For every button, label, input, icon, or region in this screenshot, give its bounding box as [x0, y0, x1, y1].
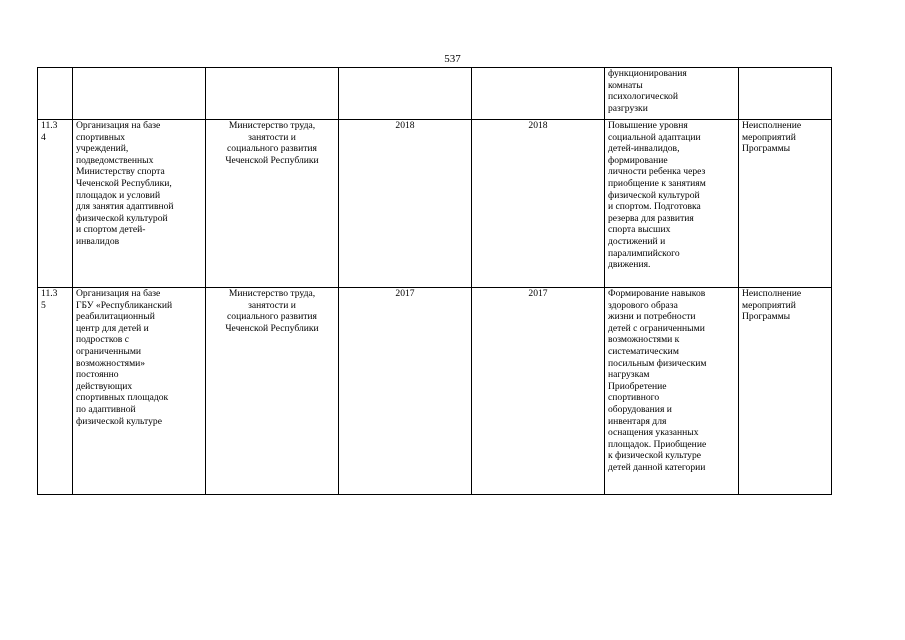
action-cell: Организация на базе ГБУ «Республиканский реабилитационный центр для детей и подростков с ограниченными возможностями» постоянно действующих спортивных площадок по адаптивной физической культуре: [73, 288, 206, 495]
table-row: [38, 120, 832, 288]
executor-cell: Министерство труда, занятости и социального развития Чеченской Республики: [206, 288, 339, 495]
consequence-cell: [739, 68, 832, 120]
row-number-cell: 11.3 5: [38, 288, 73, 495]
action-cell: [73, 68, 206, 120]
consequence-cell: Неисполнение мероприятий Программы: [739, 120, 832, 288]
row-number-cell: 11.3 4: [38, 120, 73, 288]
start-year-cell: 2018: [339, 120, 472, 288]
expected-result-cell: Формирование навыков здорового образа жизни и потребности детей с ограниченными возможностями к систематическим посильным физическим нагрузкам Приобретение спортивного оборудования и инвентаря для оснащения указанных площадок. Приобщение к физической культуре детей данной категории: [605, 288, 739, 495]
executor-cell: Министерство труда, занятости и социального развития Чеченской Республики: [206, 120, 339, 288]
executor-cell: [206, 68, 339, 120]
end-year-cell: [472, 68, 605, 120]
row-number-cell: [38, 68, 73, 120]
program-measures-table: [37, 67, 832, 495]
action-cell: Организация на базе спортивных учреждений, подведомственных Министерству спорта Чеченской Республики, площадок и условий для занятия адаптивной физической культурой и спортом детей- инвалидов: [73, 120, 206, 288]
page-number: 537: [444, 53, 461, 65]
end-year-cell: 2017: [472, 288, 605, 495]
table-row: [38, 288, 832, 495]
table-row: [38, 68, 832, 120]
start-year-cell: [339, 68, 472, 120]
expected-result-cell: Повышение уровня социальной адаптации детей-инвалидов, формирование личности ребенка через приобщение к занятиям физической культурой и спортом. Подготовка резерва для развития спорта высших достижений и паралимпийского движения.: [605, 120, 739, 288]
expected-result-cell: функционирования комнаты психологической разгрузки: [605, 68, 739, 120]
consequence-cell: Неисполнение мероприятий Программы: [739, 288, 832, 495]
end-year-cell: 2018: [472, 120, 605, 288]
start-year-cell: 2017: [339, 288, 472, 495]
